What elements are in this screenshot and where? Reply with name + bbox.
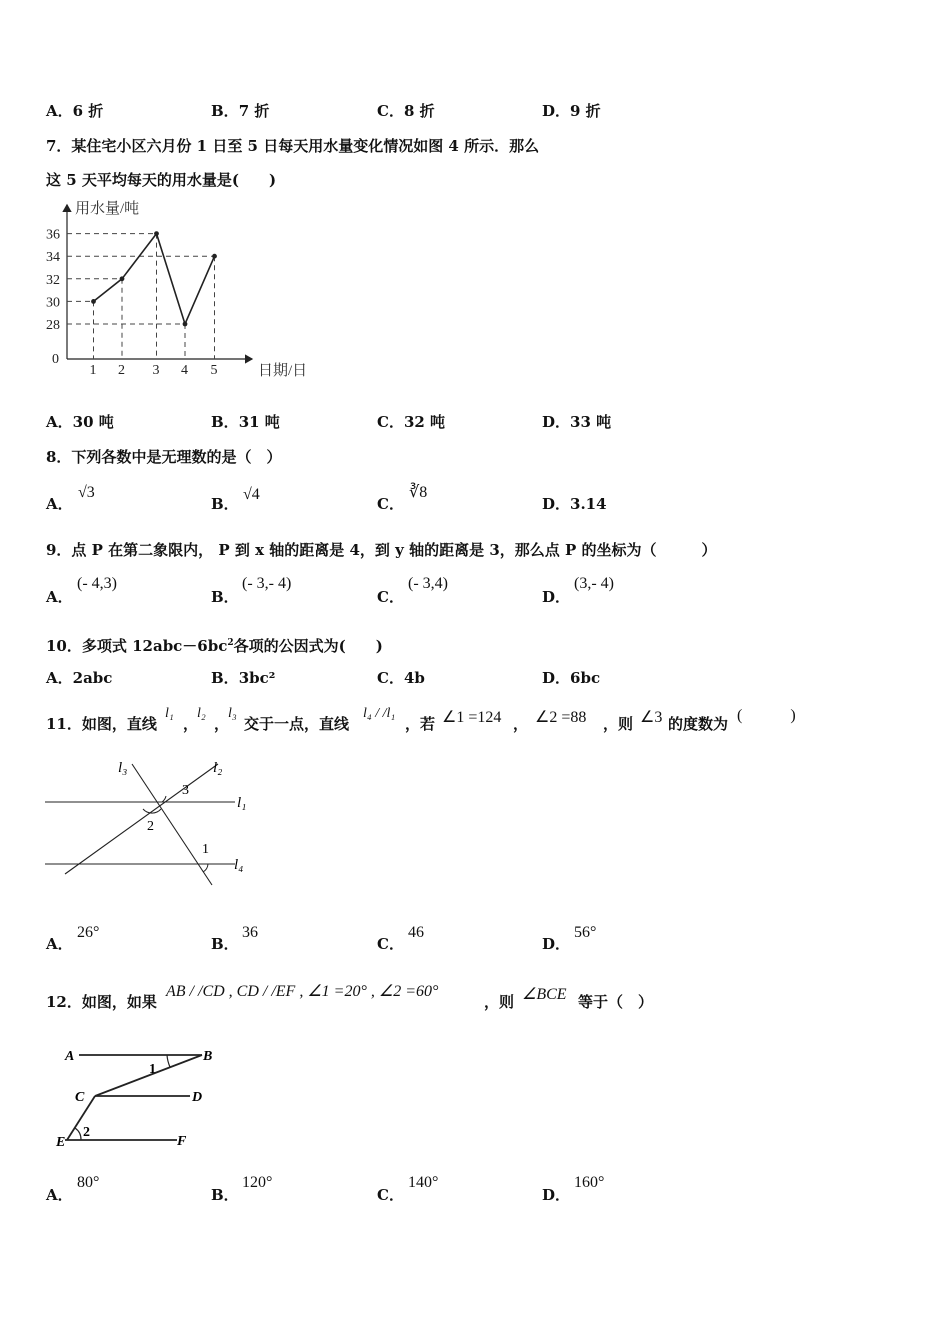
data-point [212, 254, 217, 259]
q12-figure [55, 1040, 230, 1155]
q10-option-b: B．3bc² [211, 669, 276, 687]
y-tick-label: 36 [46, 227, 60, 243]
q11-blank: ( ) [737, 707, 796, 724]
q9-option-c: (- 3,4) [408, 575, 448, 592]
data-point [91, 299, 96, 304]
q12-angle-bce: ∠BCE [522, 986, 567, 1003]
label-angle-2: 2 [147, 819, 154, 834]
label-l4: l₄ [234, 857, 244, 873]
q11-stem-intro: 11．如图，直线 [46, 715, 157, 733]
label-a: A [65, 1049, 75, 1064]
data-point [154, 231, 159, 236]
q8-option-b-label: B． [211, 495, 239, 513]
angle-1-arc [203, 864, 208, 872]
label-angle-2: 2 [83, 1125, 90, 1140]
label-angle-3: 3 [182, 783, 189, 798]
label-d: D [192, 1090, 203, 1105]
q12-option-a-label: A． [46, 1186, 73, 1204]
q8-option-d: D．3.14 [542, 495, 607, 513]
x-tick-label: 2 [118, 363, 125, 378]
q8-option-a: √3 [78, 484, 95, 501]
label-l2: l₂ [213, 760, 223, 776]
q11-then: ，则 [603, 715, 634, 733]
q12-option-d: 160° [574, 1174, 605, 1191]
q12-option-b-label: B． [211, 1186, 239, 1204]
x-axis-label: 日期/日 [258, 363, 308, 379]
q6-option-d: D．9 折 [542, 102, 601, 120]
q11-option-c-label: C． [377, 935, 404, 953]
q9-option-c-label: C． [377, 588, 404, 606]
q9-option-b-label: B． [211, 588, 239, 606]
y-tick-label: 32 [46, 272, 60, 288]
data-point [120, 276, 125, 281]
q7-stem-line1: 7．某住宅小区六月份 1 日至 5 日每天用水量变化情况如图 4 所示．那么 [46, 137, 540, 155]
q9-option-b: (- 3,- 4) [242, 575, 292, 592]
label-l3: l₃ [118, 760, 128, 776]
q10-stem: 10．多项式 $12abc-6bc^2$各项的公因式为( ) [46, 637, 383, 655]
y-axis-label: 用水量/吨 [75, 201, 140, 217]
q7-option-b: B．31 吨 [211, 413, 280, 431]
label-e: E [56, 1135, 66, 1150]
angle-2-arc [75, 1128, 81, 1140]
q9-option-d: (3,- 4) [574, 575, 614, 592]
q11-stem-mid: 交于一点，直线 [244, 715, 350, 733]
q7-option-d: D．33 吨 [542, 413, 612, 431]
q11-angle3: ∠3 [640, 709, 663, 726]
q8-option-c: ∛8 [409, 484, 428, 501]
q10-option-d: D．6bc [542, 669, 601, 687]
q11-option-d: 56° [574, 924, 597, 941]
x-tick-label: 5 [210, 363, 218, 378]
q6-option-b: B．7 折 [211, 102, 270, 120]
label-c: C [75, 1090, 85, 1105]
q7-option-c: C．32 吨 [377, 413, 446, 431]
q11-option-b-label: B． [211, 935, 239, 953]
q9-option-d-label: D． [542, 588, 571, 606]
q8-option-c-label: C． [377, 495, 404, 513]
q8-option-a-label: A． [46, 495, 73, 513]
q11-l2: l₂ [197, 706, 206, 721]
q11-option-d-label: D． [542, 935, 571, 953]
y-tick-label: 28 [46, 318, 60, 333]
q6-option-c: C．8 折 [377, 102, 435, 120]
q8-stem: 8．下列各数中是无理数的是（ ） [46, 448, 282, 466]
y-tick-label: 34 [46, 250, 60, 266]
q12-condition: AB / /CD , CD / /EF , ∠1 =20° , ∠2 =60° [166, 983, 439, 1000]
q12-option-c-label: C． [377, 1186, 404, 1204]
q11-option-a-label: A． [46, 935, 73, 953]
q11-option-b: 36 [242, 924, 258, 941]
origin-label: 0 [52, 352, 59, 367]
q9-stem: 9．点 P 在第二象限内， P 到 x 轴的距离是 4，到 y 轴的距离是 3，那么点 P 的坐标为（ ） [46, 541, 717, 559]
q6-option-a: A．6 折 [46, 102, 104, 120]
label-angle-1: 1 [149, 1062, 156, 1077]
q7-option-a: A．30 吨 [46, 413, 114, 431]
q12-option-b: 120° [242, 1174, 273, 1191]
water-usage-chart [40, 195, 330, 385]
q11-comma-2: ， [214, 715, 230, 733]
angle-3-arc [162, 796, 166, 802]
q10-option-a: A．2abc [46, 669, 113, 687]
x-tick-label: 4 [181, 363, 188, 378]
angle-1-arc [167, 1055, 170, 1067]
x-tick-label: 1 [89, 363, 97, 378]
series-line [94, 234, 215, 324]
q11-angle1: ∠1 =124 [442, 709, 502, 726]
line-l2 [65, 764, 218, 874]
q7-stem-line2: 这 5 天平均每天的用水量是( ) [46, 171, 277, 189]
line-l3 [132, 764, 212, 885]
q12-then: ，则 [484, 993, 515, 1011]
q9-option-a: (- 4,3) [77, 575, 117, 592]
q12-option-d-label: D． [542, 1186, 571, 1204]
q8-option-b: √4 [243, 486, 260, 503]
q11-stem-end: 的度数为 [668, 715, 729, 733]
data-point [183, 322, 188, 327]
label-f: F [177, 1134, 187, 1149]
q11-option-c: 46 [408, 924, 424, 941]
y-tick-label: 30 [46, 295, 60, 311]
q11-if: ，若 [405, 715, 436, 733]
label-b: B [203, 1049, 213, 1064]
q11-figure [40, 752, 270, 892]
q12-stem-intro: 12．如图，如果 [46, 993, 157, 1011]
q12-option-c: 140° [408, 1174, 439, 1191]
q11-l3: l₃ [228, 706, 237, 721]
q11-parallel: l₄ / /l₁ [363, 706, 396, 721]
q11-comma-1: ， [183, 715, 199, 733]
q10-option-c: C．4b [377, 669, 425, 687]
q11-option-a: 26° [77, 924, 100, 941]
label-angle-1: 1 [202, 842, 209, 857]
q11-l1: l₁ [165, 706, 174, 721]
q9-option-a-label: A． [46, 588, 73, 606]
q12-stem-end: 等于（ ） [578, 993, 654, 1011]
q11-angle2: ∠2 =88 [535, 709, 587, 726]
label-l1: l₁ [237, 795, 247, 811]
x-tick-label: 3 [152, 363, 160, 378]
q11-comma-3: ， [513, 715, 529, 733]
q12-option-a: 80° [77, 1174, 100, 1191]
